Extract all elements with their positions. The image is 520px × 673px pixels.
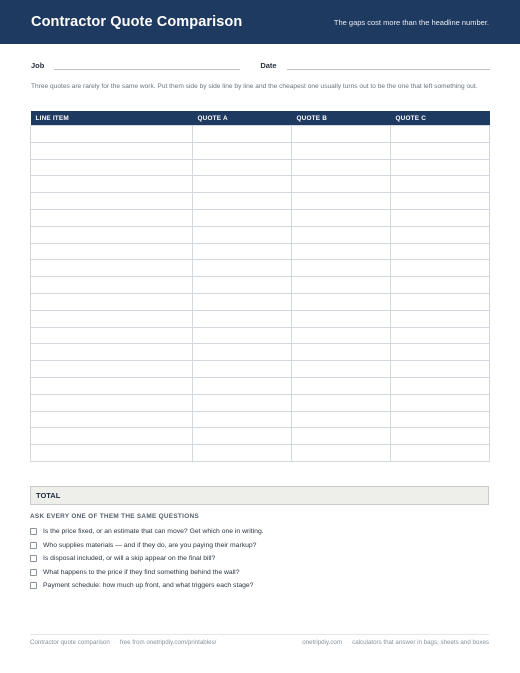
table-cell[interactable] [391, 377, 490, 394]
column-header-quote-a: QUOTE A [193, 111, 292, 126]
table-cell[interactable] [391, 193, 490, 210]
table-cell[interactable] [31, 428, 193, 445]
question-text: Is disposal included, or will a skip appear on the final bill? [43, 555, 216, 563]
question-text: Is the price fixed, or an estimate that can move? Get which one in writing. [43, 528, 264, 536]
table-row [31, 377, 490, 394]
table-cell[interactable] [292, 361, 391, 378]
checkbox[interactable] [30, 528, 37, 535]
footer-site-link[interactable]: onetripdiy.com [302, 639, 343, 646]
date-input-line[interactable] [287, 60, 490, 70]
table-cell[interactable] [292, 377, 391, 394]
table-cell[interactable] [391, 260, 490, 277]
page-tagline: The gaps cost more than the headline number. [333, 17, 489, 27]
table-row [31, 243, 490, 260]
table-cell[interactable] [391, 209, 490, 226]
table-cell[interactable] [31, 344, 193, 361]
table-cell[interactable] [292, 344, 391, 361]
table-cell[interactable] [193, 327, 292, 344]
table-row [31, 428, 490, 445]
table-cell[interactable] [391, 310, 490, 327]
table-cell[interactable] [391, 126, 490, 143]
table-cell[interactable] [391, 293, 490, 310]
table-row [31, 394, 490, 411]
table-cell[interactable] [292, 445, 391, 462]
footer-right [302, 639, 489, 646]
table-body [31, 126, 490, 462]
intro-text: Three quotes are rarely for the same work. Put them side by side line by line and the cheapest one usually turns out to be the one that left something out. [31, 83, 478, 90]
table-cell[interactable] [391, 176, 490, 193]
table-cell[interactable] [193, 126, 292, 143]
checkbox[interactable] [30, 582, 37, 589]
table-cell[interactable] [31, 411, 193, 428]
table-cell[interactable] [193, 428, 292, 445]
table-cell[interactable] [391, 394, 490, 411]
table-cell[interactable] [292, 260, 391, 277]
footer-doc-name: Contractor quote comparison [30, 639, 110, 646]
table-cell[interactable] [193, 277, 292, 294]
quote-table [30, 111, 490, 462]
table-cell[interactable] [193, 226, 292, 243]
questions-list [30, 525, 264, 593]
table-cell[interactable] [31, 327, 193, 344]
column-header-quote-b: QUOTE B [292, 111, 391, 126]
table-row [31, 126, 490, 143]
table-row [31, 411, 490, 428]
job-date-fields [0, 56, 520, 70]
table-cell[interactable] [31, 243, 193, 260]
table-cell[interactable] [391, 411, 490, 428]
table-cell[interactable] [292, 394, 391, 411]
job-label: Job [31, 61, 45, 70]
footer-separator: · [113, 639, 116, 646]
question-item [30, 539, 264, 553]
table-cell[interactable] [193, 176, 292, 193]
date-field[interactable] [260, 60, 489, 70]
question-text: Payment schedule: how much up front, and what triggers each stage? [43, 582, 254, 590]
page-footer [30, 634, 489, 646]
table-row [31, 293, 490, 310]
table-row [31, 209, 490, 226]
table-row [31, 327, 490, 344]
table-cell[interactable] [292, 176, 391, 193]
table-cell[interactable] [292, 310, 391, 327]
page-header [0, 0, 520, 44]
table-cell[interactable] [292, 142, 391, 159]
column-header-quote-c: QUOTE C [391, 111, 490, 126]
table-cell[interactable] [292, 209, 391, 226]
table-cell[interactable] [292, 277, 391, 294]
table-cell[interactable] [31, 226, 193, 243]
table-cell[interactable] [391, 277, 490, 294]
checkbox[interactable] [30, 555, 37, 562]
table-cell[interactable] [391, 243, 490, 260]
question-item [30, 566, 264, 580]
date-label: Date [260, 61, 277, 70]
table-cell[interactable] [31, 193, 193, 210]
table-cell[interactable] [193, 293, 292, 310]
footer-site-tagline: calculators that answer in bags, sheets and boxes [352, 639, 489, 646]
question-text: What happens to the price if they find something behind the wall? [43, 568, 240, 576]
table-cell[interactable] [391, 361, 490, 378]
question-item [30, 579, 264, 593]
table-cell[interactable] [193, 344, 292, 361]
table-cell[interactable] [31, 159, 193, 176]
table-row [31, 344, 490, 361]
footer-left [30, 639, 216, 646]
checkbox[interactable] [30, 542, 37, 549]
table-cell[interactable] [391, 159, 490, 176]
table-cell[interactable] [391, 428, 490, 445]
table-cell[interactable] [292, 159, 391, 176]
table-cell[interactable] [31, 142, 193, 159]
table-row [31, 193, 490, 210]
table-cell[interactable] [193, 361, 292, 378]
table-cell[interactable] [292, 243, 391, 260]
table-row [31, 310, 490, 327]
table-cell[interactable] [193, 260, 292, 277]
table-cell[interactable] [31, 176, 193, 193]
table-row [31, 277, 490, 294]
table-row [31, 142, 490, 159]
table-cell[interactable] [193, 209, 292, 226]
table-cell[interactable] [391, 327, 490, 344]
table-cell[interactable] [193, 159, 292, 176]
total-row [30, 486, 489, 505]
question-item [30, 552, 264, 566]
table-cell[interactable] [193, 411, 292, 428]
table-cell[interactable] [193, 142, 292, 159]
question-item [30, 525, 264, 539]
table-cell[interactable] [31, 377, 193, 394]
page-title: Contractor Quote Comparison [31, 14, 243, 30]
job-input-line[interactable] [54, 60, 240, 70]
table-cell[interactable] [292, 193, 391, 210]
table-row [31, 159, 490, 176]
table-cell[interactable] [31, 293, 193, 310]
table-row [31, 176, 490, 193]
table-cell[interactable] [193, 243, 292, 260]
table-cell[interactable] [193, 445, 292, 462]
table-cell[interactable] [31, 209, 193, 226]
table-row [31, 226, 490, 243]
table-cell[interactable] [31, 277, 193, 294]
table-cell[interactable] [193, 394, 292, 411]
table-cell[interactable] [31, 126, 193, 143]
table-cell[interactable] [31, 260, 193, 277]
table-cell[interactable] [292, 293, 391, 310]
table-cell[interactable] [193, 193, 292, 210]
table-cell[interactable] [31, 394, 193, 411]
table-cell[interactable] [292, 226, 391, 243]
table-cell[interactable] [391, 226, 490, 243]
table-header-row [31, 111, 490, 126]
table-cell[interactable] [193, 310, 292, 327]
column-header-line-item: LINE ITEM [31, 111, 193, 126]
total-label: TOTAL [36, 491, 61, 500]
table-cell[interactable] [193, 377, 292, 394]
table-cell[interactable] [292, 428, 391, 445]
table-row [31, 260, 490, 277]
table-row [31, 445, 490, 462]
table-cell[interactable] [292, 327, 391, 344]
table-cell[interactable] [31, 361, 193, 378]
table-cell[interactable] [391, 142, 490, 159]
table-row [31, 361, 490, 378]
table-cell[interactable] [391, 445, 490, 462]
checkbox[interactable] [30, 569, 37, 576]
table-cell[interactable] [391, 344, 490, 361]
table-cell[interactable] [31, 310, 193, 327]
questions-title: ASK EVERY ONE OF THEM THE SAME QUESTIONS [30, 513, 199, 520]
footer-separator: · [346, 639, 349, 646]
table-cell[interactable] [292, 126, 391, 143]
job-field[interactable] [31, 60, 240, 70]
footer-source-link[interactable]: free from onetripdiy.com/printables/ [119, 639, 217, 646]
table-cell[interactable] [31, 445, 193, 462]
question-text: Who supplies materials — and if they do, are you paying their markup? [43, 541, 257, 549]
table-cell[interactable] [292, 411, 391, 428]
